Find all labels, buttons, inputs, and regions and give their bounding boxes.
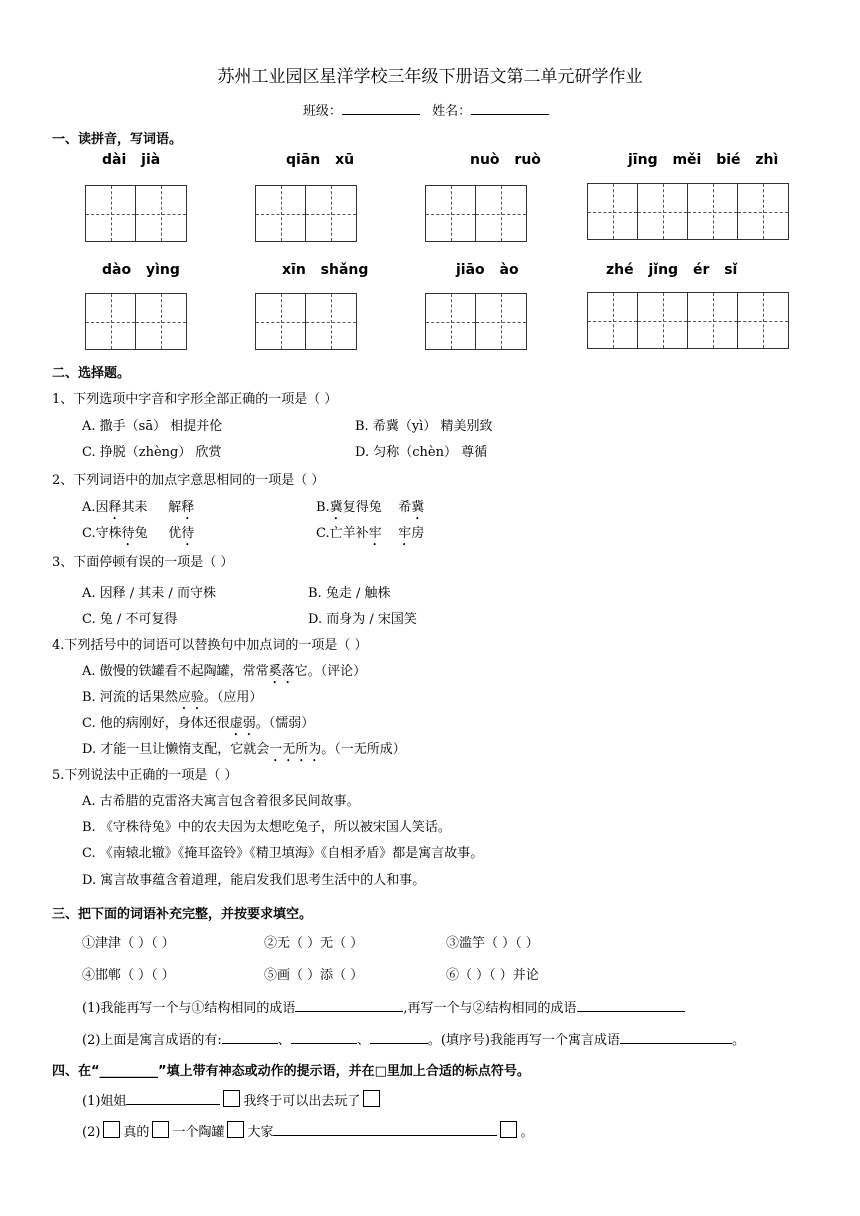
q4-option-a[interactable]: A. 傲慢的铁罐看不起陶罐，常常奚落它。（评论）: [82, 664, 367, 679]
pinyin-daoying: dào yìng: [102, 262, 180, 278]
answer-blank[interactable]: [222, 1031, 278, 1044]
q1-option-d[interactable]: D. 匀称（chèn） 尊循: [355, 445, 488, 460]
pinyin-nuoruo: nuò ruò: [470, 152, 541, 168]
punctuation-box[interactable]: [103, 1121, 120, 1138]
writing-grid-jiaoao[interactable]: [425, 293, 527, 350]
s3-line2: (2)上面是寓言成语的有: 、 、 。(填序号)我能再写一个寓言成语 。: [82, 1033, 745, 1048]
answer-blank[interactable]: [370, 1031, 428, 1044]
q3-option-a[interactable]: A. 因释 / 其耒 / 而守株: [82, 586, 216, 601]
pinyin-jiaoao: jiāo ào: [456, 262, 519, 278]
q4-stem: 4.下列括号中的词语可以替换句中加点词的一项是（ ）: [52, 638, 368, 653]
punctuation-box[interactable]: [500, 1121, 517, 1138]
q1-option-c[interactable]: C. 挣脱（zhèng） 欣赏: [82, 445, 222, 460]
section3-heading: 三、把下面的词语补充完整，并按要求填空。: [52, 907, 313, 922]
idiom-4[interactable]: ④邯郸（ ）（ ）: [82, 968, 175, 983]
writing-grid-qianxu[interactable]: [255, 185, 357, 242]
q2-option-a[interactable]: A.因释其耒 解释: [82, 500, 195, 515]
answer-blank[interactable]: [291, 1031, 357, 1044]
q5-option-b[interactable]: B. 《守株待兔》中的农夫因为太想吃兔子，所以被宋国人笑话。: [82, 820, 451, 835]
answer-blank[interactable]: [273, 1123, 497, 1136]
q2-option-b[interactable]: B.冀复得兔 希冀: [316, 500, 425, 515]
q1-option-b[interactable]: B. 希冀（yì） 精美别致: [355, 419, 493, 434]
s4-line2: (2) 真的 一个陶罐 大家 。: [82, 1121, 533, 1140]
idiom-1[interactable]: ①津津（ ）（ ）: [82, 936, 175, 951]
idiom-2[interactable]: ②无（ ）无（ ）: [264, 936, 364, 951]
idiom-5[interactable]: ⑤画（ ）添（ ）: [264, 968, 364, 983]
section4-heading: 四、在“_________”填上带有神态或动作的提示语，并在□里加上合适的标点符号。: [52, 1064, 530, 1079]
writing-grid-daijia[interactable]: [85, 185, 187, 242]
idiom-6[interactable]: ⑥（ ）（ ）并论: [446, 968, 539, 983]
class-blank[interactable]: [342, 103, 420, 115]
q3-stem: 3、下面停顿有误的一项是（ ）: [52, 555, 234, 570]
writing-grid-xinshang[interactable]: [255, 293, 357, 350]
section2-heading: 二、选择题。: [52, 366, 131, 381]
answer-blank[interactable]: [577, 999, 685, 1012]
answer-blank[interactable]: [620, 1031, 732, 1044]
page-title: 苏州工业园区星洋学校三年级下册语文第二单元研学作业: [217, 67, 643, 87]
pinyin-zhejingersi: zhé jǐng ér sǐ: [606, 262, 738, 278]
answer-blank[interactable]: [295, 999, 403, 1012]
s3-line1: (1)我能再写一个与①结构相同的成语 ,再写一个与②结构相同的成语: [82, 997, 685, 1016]
writing-grid-jingmeibiezhi[interactable]: [587, 183, 789, 240]
q5-option-c[interactable]: C. 《南辕北辙》《掩耳盗铃》《精卫填海》《自相矛盾》都是寓言故事。: [82, 846, 484, 861]
writing-grid-zhejingersi[interactable]: [587, 292, 789, 349]
punctuation-box[interactable]: [363, 1090, 380, 1107]
q3-option-d[interactable]: D. 而身为 / 宋国笑: [308, 612, 417, 627]
writing-grid-nuoruo[interactable]: [425, 185, 527, 242]
writing-grid-daoying[interactable]: [85, 293, 187, 350]
q4-option-b[interactable]: B. 河流的话果然应验。（应用）: [82, 690, 263, 705]
class-label: 班级：: [302, 104, 342, 119]
q4-option-c[interactable]: C. 他的病刚好，身体还很虚弱。（懦弱）: [82, 716, 315, 731]
name-label: 姓名：: [432, 104, 472, 119]
s4-line1: (1)姐姐 我终于可以出去玩了: [82, 1090, 383, 1109]
q5-option-a[interactable]: A. 古希腊的克雷洛夫寓言包含着很多民间故事。: [82, 794, 360, 809]
q5-stem: 5.下列说法中正确的一项是（ ）: [52, 768, 238, 783]
punctuation-box[interactable]: [227, 1121, 244, 1138]
punctuation-box[interactable]: [223, 1090, 240, 1107]
pinyin-jingmeibiezhi: jīng měi bié zhì: [628, 152, 779, 168]
answer-blank[interactable]: [126, 1092, 220, 1105]
punctuation-box[interactable]: [152, 1121, 169, 1138]
student-info: [0, 100, 860, 119]
q1-option-a[interactable]: A. 撒手（sā） 相提并伦: [82, 419, 223, 434]
q2-option-d[interactable]: C.亡羊补牢 牢房: [316, 526, 425, 541]
q3-option-c[interactable]: C. 兔 / 不可复得: [82, 612, 178, 627]
idiom-3[interactable]: ③滥竽（ ）（ ）: [446, 936, 539, 951]
pinyin-qianxu: qiān xū: [286, 152, 355, 168]
q4-option-d[interactable]: D. 才能一旦让懒惰支配，它就会一无所为。（一无所成）: [82, 742, 406, 757]
name-blank[interactable]: [471, 103, 549, 115]
pinyin-xinshang: xīn shǎng: [282, 262, 369, 278]
q3-option-b[interactable]: B. 兔走 / 触株: [308, 586, 391, 601]
q5-option-d[interactable]: D. 寓言故事蕴含着道理，能启发我们思考生活中的人和事。: [82, 873, 426, 888]
pinyin-daijia: dài jià: [102, 152, 161, 168]
q1-stem: 1、下列选项中字音和字形全部正确的一项是（ ）: [52, 392, 338, 407]
q2-option-c[interactable]: C.守株待兔 优待: [82, 526, 195, 541]
section1-heading: 一、读拼音，写词语。: [52, 132, 183, 147]
q2-stem: 2、下列词语中的加点字意思相同的一项是（ ）: [52, 473, 325, 488]
